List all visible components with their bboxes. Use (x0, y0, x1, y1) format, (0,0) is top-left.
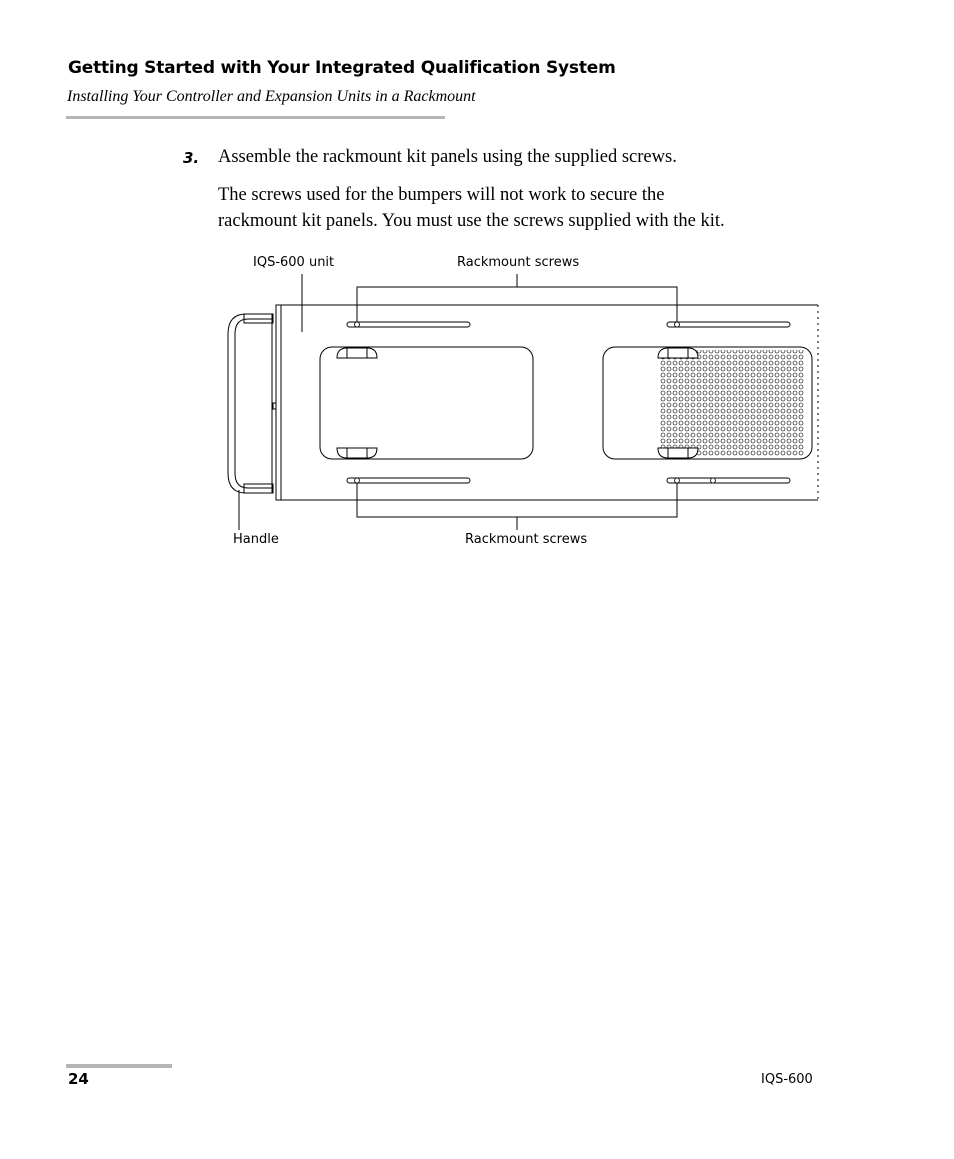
header-subtitle: Installing Your Controller and Expansion Units in a Rackmount (67, 88, 476, 105)
label-handle: Handle (233, 532, 279, 547)
step-note-line-2: rackmount kit panels. You must use the screws supplied with the kit. (218, 211, 725, 231)
step-number: 3. (183, 149, 200, 167)
step-text: Assemble the rackmount kit panels using the supplied screws. (218, 147, 677, 167)
handle-drawing (228, 314, 276, 493)
label-rackmount-screws-top: Rackmount screws (457, 255, 580, 270)
label-iqs-unit: IQS-600 unit (253, 255, 335, 270)
label-rackmount-screws-bottom: Rackmount screws (465, 532, 588, 547)
footer-rule (66, 1064, 172, 1068)
right-panel-window (603, 347, 812, 459)
left-panel-window (320, 347, 533, 459)
page-number: 24 (68, 1070, 89, 1088)
product-name: IQS-600 (761, 1072, 813, 1087)
leader-lines (239, 274, 677, 530)
header-title: Getting Started with Your Integrated Qualification System (68, 58, 616, 78)
step-note-line-1: The screws used for the bumpers will not work to secure the (218, 185, 665, 205)
